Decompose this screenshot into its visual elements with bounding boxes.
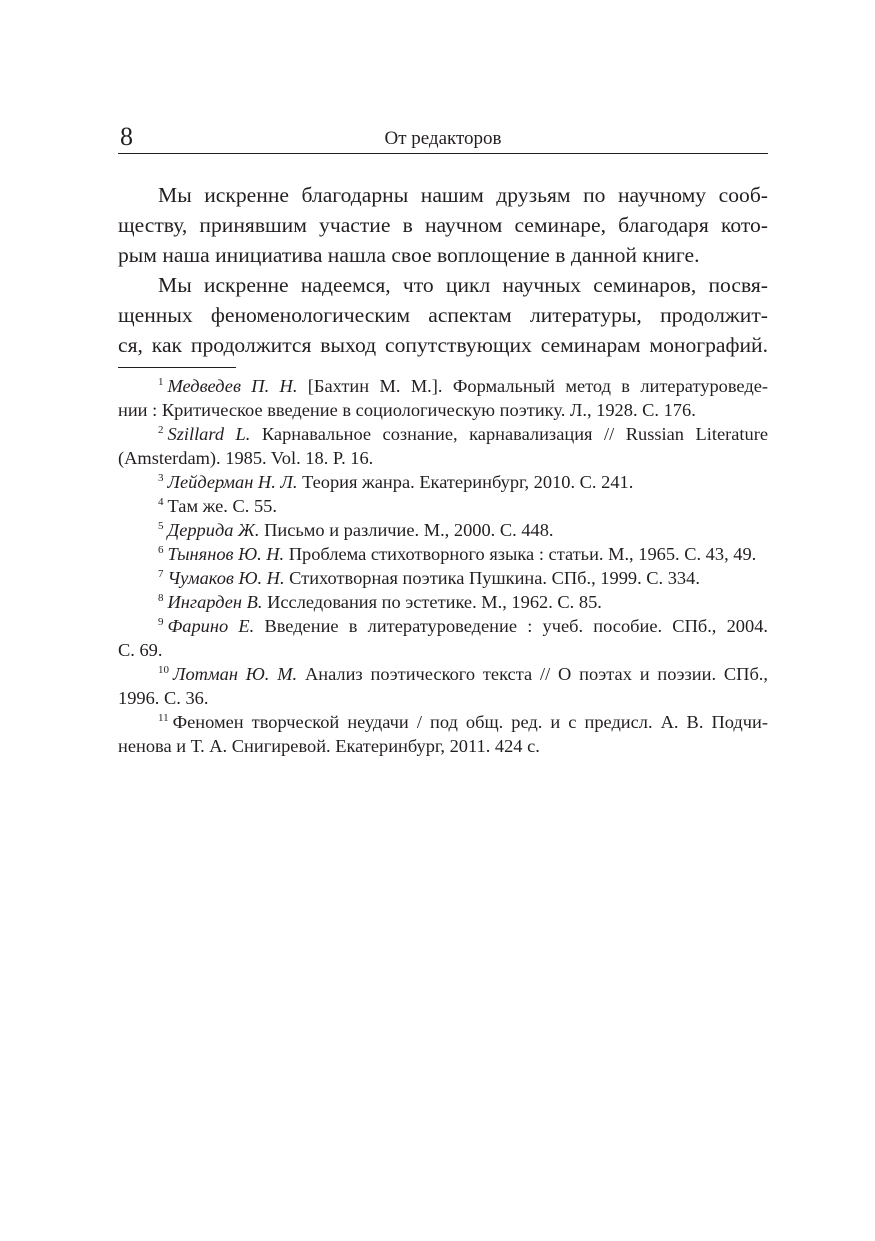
footnote-line	[118, 494, 768, 518]
footnote-text: Введение в литературоведение : учеб. пособие. СПб., 2004.	[254, 616, 768, 636]
footnote-text: Стихотворная поэтика Пушкина. СПб., 1999. С. 334.	[284, 568, 700, 588]
footnote-text: [Бахтин М. М.]. Формальный метод в литературоведе-	[297, 376, 768, 396]
footnote-number: 11	[158, 712, 169, 724]
footnote-line: ненова и Т. А. Снигиревой. Екатеринбург, 2011. 424 с.	[118, 736, 540, 756]
footnote-line	[118, 542, 768, 566]
footnote-text: Исследования по эстетике. М., 1962. С. 85.	[262, 592, 602, 612]
footnote-line: С. 69.	[118, 640, 163, 660]
footnote-number: 6	[158, 544, 164, 556]
footnote-line	[118, 374, 768, 398]
footnote-separator	[118, 367, 236, 368]
footnote-line: 1996. С. 36.	[118, 688, 209, 708]
footnote-author: Фарино Е.	[167, 616, 255, 636]
footnote-author: Лотман Ю. М.	[173, 664, 298, 684]
text-line: ществу, принявшим участие в научном семинаре, благодаря кото-	[118, 213, 768, 237]
footnote-line	[118, 470, 768, 494]
text-line: ся, как продолжится выход сопутствующих семинарам монографий.	[118, 333, 768, 357]
footnote	[118, 470, 768, 494]
footnote-number: 5	[158, 520, 164, 532]
footnotes	[118, 374, 768, 758]
text-line: Мы искренне благодарны нашим друзьям по научному сооб-	[158, 183, 768, 207]
footnote-text: Проблема стихотворного языка : статьи. М., 1965. С. 43, 49.	[284, 544, 757, 564]
footnote-number: 8	[158, 592, 164, 604]
footnote	[118, 374, 768, 422]
footnote-line	[118, 422, 768, 446]
footnote-number: 1	[158, 376, 164, 388]
footnote-line	[118, 614, 768, 638]
footnote-number: 2	[158, 424, 164, 436]
footnote-number: 7	[158, 568, 164, 580]
footnote-text: Анализ поэтического текста // О поэтах и поэзии. СПб.,	[297, 664, 768, 684]
footnote	[118, 494, 768, 518]
footnote-text: Письмо и различие. М., 2000. С. 448.	[259, 520, 554, 540]
footnote-line	[118, 566, 768, 590]
footnote-author: Szillard L.	[167, 424, 251, 444]
footnote	[118, 518, 768, 542]
footnote	[118, 566, 768, 590]
footnote	[118, 662, 768, 710]
paragraph	[118, 270, 768, 360]
footnote-line	[118, 710, 768, 734]
paragraph	[118, 180, 768, 270]
footnote-number: 9	[158, 616, 164, 628]
footnote-line	[118, 590, 768, 614]
footnote-number: 3	[158, 472, 164, 484]
footnote-line	[118, 662, 768, 686]
footnote-author: Деррида Ж.	[167, 520, 260, 540]
footnote-author: Чумаков Ю. Н.	[167, 568, 285, 588]
footnote	[118, 542, 768, 566]
footnote-line	[118, 518, 768, 542]
text-line: щенных феноменологическим аспектам литературы, продолжит-	[118, 303, 768, 327]
footnote-text: Теория жанра. Екатеринбург, 2010. С. 241.	[297, 472, 634, 492]
footnote	[118, 590, 768, 614]
footnote-text: Феномен творческой неудачи / под общ. ред. и с предисл. А. В. Подчи-	[172, 712, 768, 732]
text-line: рым наша инициатива нашла свое воплощение в данной книге.	[118, 243, 700, 267]
footnote	[118, 614, 768, 662]
footnote-text: Там же. С. 55.	[167, 496, 277, 516]
footnote-author: Медведев П. Н.	[167, 376, 298, 396]
main-text	[118, 180, 768, 360]
footnote-number: 10	[158, 664, 169, 676]
footnote-number: 4	[158, 496, 164, 508]
footnote-author: Ингарден В.	[167, 592, 263, 612]
footnote-line: (Amsterdam). 1985. Vol. 18. P. 16.	[118, 448, 374, 468]
page-header	[118, 122, 768, 154]
footnote-author: Лейдерман Н. Л.	[167, 472, 298, 492]
footnote-author: Тынянов Ю. Н.	[167, 544, 285, 564]
page-number: 8	[120, 122, 133, 151]
footnote-line: нии : Критическое введение в социологическую поэтику. Л., 1928. С. 176.	[118, 400, 696, 420]
footnote	[118, 422, 768, 470]
footnote	[118, 710, 768, 758]
text-line: Мы искренне надеемся, что цикл научных семинаров, посвя-	[158, 273, 768, 297]
running-head: От редакторов	[384, 128, 502, 149]
footnote-text: Карнавальное сознание, карнавализация // Russian Literature	[250, 424, 768, 444]
